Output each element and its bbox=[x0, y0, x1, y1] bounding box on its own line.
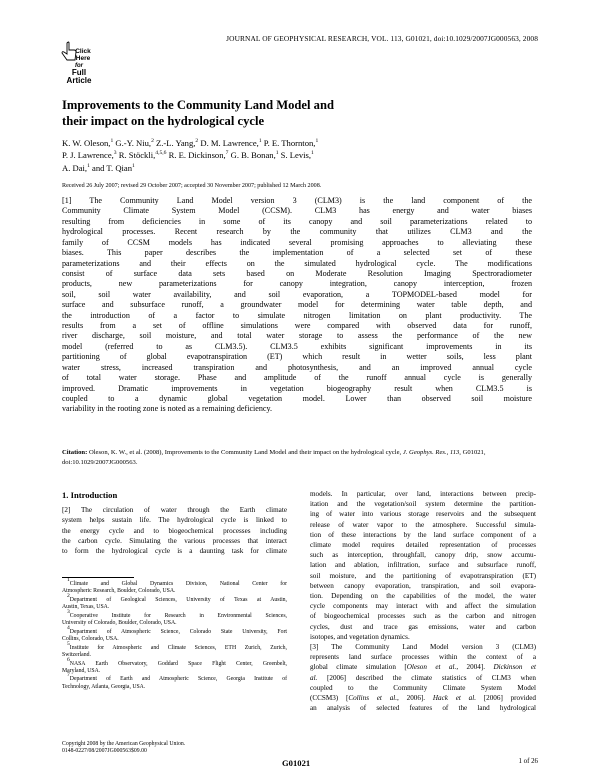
footnote-line bbox=[62, 624, 287, 636]
abstract-line bbox=[62, 259, 532, 269]
abstract-line bbox=[62, 238, 532, 248]
footnote bbox=[62, 656, 287, 675]
body-text: represents land surface processes within the context of a bbox=[310, 653, 536, 662]
body-line bbox=[62, 505, 287, 515]
page-number: 1 of 26 bbox=[518, 758, 538, 765]
abstract-text: consist of surface data sets based on Moderate Resolution Imaging Spectroradiometer bbox=[62, 268, 532, 278]
body-text: [2006] described the climate statistics of CLM3 when bbox=[317, 673, 536, 682]
article-title bbox=[62, 97, 482, 129]
body-text: The Community Land Model version 3 (CLM3) bbox=[318, 643, 536, 652]
abstract-line bbox=[62, 196, 532, 206]
author-affiliation-mark: 1 bbox=[275, 150, 279, 157]
abstract-line bbox=[62, 290, 532, 300]
body-line bbox=[62, 526, 287, 536]
footnote-line bbox=[62, 656, 287, 668]
body-line: such as interception, throughfall, canopy drip, snow accumu- bbox=[310, 551, 536, 560]
footnote-text: Climate and Global Dynamics Division, National Center for bbox=[69, 581, 287, 587]
author-name: P. E. Thornton, bbox=[261, 138, 316, 148]
abstract-text: river discharge, soil moisture, and total water storage to assess the performance of the new bbox=[62, 331, 532, 341]
body-line: cycles, dust and trace gas emissions, water and carbon bbox=[310, 622, 536, 631]
abstract-text: The Community Land Model version 3 (CLM3) is the land component of the bbox=[71, 196, 532, 205]
article-id-footer: G01021 bbox=[282, 758, 311, 768]
body-line bbox=[310, 693, 536, 703]
abstract-line bbox=[62, 217, 532, 227]
abstract-text: the introduction of a factor to simulate nitrogen limitation on plant productivity. The bbox=[62, 310, 532, 320]
abstract bbox=[62, 196, 532, 415]
reference-authors: Collins et al. bbox=[348, 694, 398, 703]
abstract-line bbox=[62, 384, 532, 394]
footnote-number: 6 bbox=[67, 656, 70, 663]
intro-column-left bbox=[62, 505, 287, 556]
body-line: release of water vapor to the atmosphere. Successful simula- bbox=[310, 520, 536, 529]
abstract-line bbox=[62, 311, 532, 321]
body-text: to form the hydrological cycle is a daunting task for climate bbox=[62, 547, 287, 556]
citation-rest: , G01021, doi:10.1029/2007JG000563. bbox=[62, 449, 486, 466]
svg-text:Click: Click bbox=[75, 48, 91, 55]
footnote-line bbox=[62, 672, 287, 683]
citation-label: Citation: bbox=[62, 449, 88, 456]
author-name: Z.-L. Yang, bbox=[153, 138, 196, 148]
abstract-line bbox=[62, 269, 532, 279]
body-line: lation and ablation, infiltration, surface and subsurface runoff, bbox=[310, 561, 536, 570]
body-line bbox=[62, 546, 287, 556]
reference-authors: Hack et al. bbox=[432, 694, 476, 703]
body-line bbox=[62, 536, 287, 546]
abstract-text: soil, soil water availability, and soil evaporation, a TOPMODEL-based model for bbox=[62, 289, 532, 299]
title-line: Improvements to the Community Land Model and bbox=[62, 98, 334, 112]
abstract-text: parameterizations and their effects on the simulated hydrological cycle. The modifications bbox=[62, 258, 532, 268]
cursor-hand-icon bbox=[57, 40, 103, 84]
footnote-number: 5 bbox=[67, 640, 70, 647]
abstract-text: biases. This paper describes the implementation of a selected set of these bbox=[62, 248, 532, 258]
footnote-text: University of Colorado, Boulder, Colorado, USA. bbox=[62, 619, 177, 626]
author-list bbox=[62, 137, 542, 174]
author-affiliation-mark: 1 bbox=[87, 162, 90, 169]
author-affiliation-mark: 3 bbox=[113, 150, 117, 157]
section-heading-introduction: 1. Introduction bbox=[62, 490, 118, 500]
abstract-text: improved. Dramatic improvements in vegetation biogeography result when CLM3.5 is bbox=[62, 383, 532, 393]
footnote-text: Austin, Texas, USA. bbox=[62, 604, 110, 611]
footnote bbox=[62, 608, 287, 627]
author-affiliation-mark: 1 bbox=[110, 138, 114, 144]
received-dates: Received 26 July 2007; revised 29 October 2007; accepted 30 November 2007; published 12 March 2008. bbox=[62, 183, 322, 189]
body-line bbox=[310, 683, 536, 693]
body-text: (CCSM3) [ bbox=[310, 694, 349, 703]
body-line: between canopy evaporation, transpiration, and soil evapora- bbox=[310, 581, 536, 590]
author-name: R. E. Dickinson, bbox=[166, 150, 226, 161]
footnote-text: Maryland, USA. bbox=[62, 667, 101, 674]
footnote-text: Institute for Atmospheric and Climate Sciences, ETH Zurich, Zurich, bbox=[69, 644, 287, 651]
author-name: A. Dai, bbox=[62, 162, 88, 173]
body-text: , 2006]. bbox=[397, 694, 433, 703]
author-line bbox=[62, 162, 542, 174]
author-name: P. J. Lawrence, bbox=[62, 150, 114, 161]
footnote-text: Department of Geological Sciences, University of Texas at Austin, bbox=[69, 596, 287, 603]
svg-text:Full: Full bbox=[71, 68, 87, 77]
body-line: climate model requires detailed representation of processes bbox=[310, 541, 536, 550]
body-text: The circulation of water through the Earth climate bbox=[70, 506, 287, 514]
body-line bbox=[310, 703, 536, 713]
body-line: cycle components may interact with and affect the simulation bbox=[310, 602, 536, 611]
author-name: K. W. Oleson, bbox=[62, 138, 111, 148]
abstract-text: hydrological processes. Recent research by the community that utilizes CLM3 and the bbox=[62, 227, 532, 237]
abstract-text: surface and subsurface runoff, a groundwater model for determining water table depth, and bbox=[62, 300, 532, 310]
abstract-line bbox=[62, 300, 532, 310]
reference-authors: Oleson et al. bbox=[406, 663, 457, 672]
footnote bbox=[62, 592, 287, 611]
abstract-text: family of CCSM models has indicated several promising approaches to alleviating these bbox=[62, 237, 532, 247]
footnote bbox=[62, 640, 287, 659]
footnote-line bbox=[62, 668, 287, 675]
footnote-line bbox=[62, 684, 287, 691]
body-text: the energy cycle and to biogeochemical processes including bbox=[62, 526, 287, 535]
author-affiliation-mark: 2 bbox=[195, 138, 199, 144]
footnote-rule bbox=[62, 577, 134, 578]
footnote-line bbox=[62, 577, 287, 588]
abstract-line bbox=[62, 363, 532, 373]
footnote-text: Department of Earth and Atmospheric Science, Georgia Institute of bbox=[69, 676, 287, 683]
abstract-text: results from a set of offline simulations were compared with observed data for runoff, bbox=[62, 321, 532, 331]
footnote-line bbox=[62, 604, 287, 611]
footnote-line bbox=[62, 588, 287, 595]
author-affiliation-mark: 1 bbox=[311, 150, 314, 157]
footnote-number: 4 bbox=[67, 624, 70, 631]
abstract-text: products, new parameterizations for canopy integration, canopy interception, frozen bbox=[62, 279, 532, 289]
author-name: G. B. Bonan, bbox=[228, 150, 276, 161]
abstract-text: partitioning of global evapotranspiration (ET) which result in wetter soils, less plant bbox=[62, 352, 532, 362]
footnote-text: Technology, Atlanta, Georgia, USA. bbox=[62, 683, 146, 690]
full-article-logo[interactable] bbox=[57, 40, 103, 84]
body-line bbox=[62, 515, 287, 525]
footnote-line bbox=[62, 636, 287, 643]
paragraph-marker: [2] bbox=[62, 506, 71, 514]
footnote bbox=[62, 624, 287, 643]
footnote-text: Cooperative Institute for Research in Environmental Sciences, bbox=[69, 612, 287, 619]
author-affiliation-mark: 1 bbox=[132, 162, 135, 169]
footnote-text: Switzerland. bbox=[62, 651, 91, 658]
body-text: the carbon cycle. Simulating the various processes that interact bbox=[62, 536, 287, 545]
body-text: system helps sustain life. The hydrological cycle is linked to bbox=[62, 516, 287, 525]
body-line: itation and the vegetation/soil system determine the partition- bbox=[310, 500, 536, 509]
citation-text: Oleson, K. W., et al. (2008), Improvements to the Community Land Model and their impact on the hydrological cycle, bbox=[88, 449, 402, 456]
copyright-line: Copyright 2008 by the American Geophysical Union. bbox=[62, 741, 186, 747]
body-line: ing of water into various storage reservoirs and the subsequent bbox=[310, 510, 536, 519]
abstract-text: variability in the rooting zone is noted as a remaining deficiency. bbox=[62, 404, 273, 414]
svg-text:Article: Article bbox=[66, 76, 92, 84]
abstract-text: model (referred to as CLM3.5). CLM3.5 exhibits significant improvements in its bbox=[62, 341, 532, 351]
abstract-text: of total water storage. Phase and amplitude of the runoff annual cycle is generally bbox=[62, 373, 532, 383]
citation-sep: , bbox=[446, 449, 450, 456]
abstract-line bbox=[62, 206, 532, 216]
svg-text:Here: Here bbox=[75, 55, 91, 62]
affiliation-footnotes bbox=[62, 577, 287, 691]
footnote-number: 1 bbox=[67, 577, 70, 583]
author-name: G.-Y. Niu, bbox=[113, 138, 152, 148]
author-affiliation-mark: 2 bbox=[151, 138, 154, 144]
footnote-number: 2 bbox=[67, 592, 70, 599]
footnote-text: Collins, Colorado, USA. bbox=[62, 635, 119, 642]
abstract-line bbox=[62, 321, 532, 331]
abstract-text: Community Climate System Model (CCSM). CLM3 has energy and water biases bbox=[62, 206, 532, 216]
abstract-line bbox=[62, 342, 532, 352]
author-affiliation-mark: 7 bbox=[225, 150, 229, 157]
author-name: D. M. Lawrence, bbox=[198, 138, 259, 148]
abstract-text: water stress, increased transpiration and photosynthesis, and an improved annual cycle bbox=[62, 362, 532, 372]
svg-text:for: for bbox=[75, 63, 83, 69]
reference-authors: al. bbox=[310, 673, 318, 682]
citation-volume: 113 bbox=[449, 449, 460, 456]
footnote bbox=[62, 672, 287, 690]
author-line bbox=[62, 137, 542, 149]
footnote-number: 7 bbox=[67, 672, 70, 679]
body-text: [2006] provided bbox=[476, 694, 536, 703]
paragraph-marker: [1] bbox=[62, 196, 72, 205]
abstract-line bbox=[62, 279, 532, 289]
body-line: of biogeochemical processes such as the carbon and nitrogen bbox=[310, 612, 536, 621]
abstract-line bbox=[62, 404, 532, 414]
abstract-line bbox=[62, 394, 532, 404]
abstract-line bbox=[62, 373, 532, 383]
abstract-text: coupled to a dynamic global vegetation model. Lower than observed soil moisture bbox=[62, 394, 532, 404]
body-text: global climate simulation [ bbox=[310, 663, 407, 672]
footnote-text: NASA Earth Observatory, Goddard Space Flight Center, Greenbelt, bbox=[69, 660, 287, 667]
reference-authors: Dickinson et bbox=[493, 663, 536, 672]
body-line: models. In particular, over land, interactions between precip- bbox=[310, 490, 536, 498]
footnote-line bbox=[62, 608, 287, 620]
body-text: coupled to the Community Climate System Model bbox=[310, 683, 536, 692]
body-text: , 2004]. bbox=[456, 663, 494, 672]
abstract-line bbox=[62, 331, 532, 341]
body-line bbox=[310, 662, 536, 672]
body-text: an analysis of selected features of the land hydrological bbox=[310, 704, 536, 713]
citation-journal: J. Geophys. Res. bbox=[402, 449, 447, 456]
intro-column-right bbox=[310, 489, 536, 713]
author-name: and T. Qian bbox=[89, 162, 133, 173]
body-line: tion of these interactions by the land surface component of a bbox=[310, 530, 536, 539]
title-line: their impact on the hydrological cycle bbox=[62, 114, 265, 128]
footnote-line bbox=[62, 652, 287, 659]
author-line bbox=[62, 149, 542, 161]
abstract-line bbox=[62, 352, 532, 362]
paragraph-marker: [3] bbox=[310, 643, 319, 652]
body-line: tion. Depending on the capabilities of the model, the water bbox=[310, 592, 536, 601]
footnote-text: Atmospheric Research, Boulder, Colorado, USA. bbox=[62, 588, 176, 595]
body-line: isotopes, and vegetation dynamics. bbox=[310, 632, 410, 641]
abstract-line bbox=[62, 248, 532, 258]
author-name: S. Levis, bbox=[278, 150, 311, 161]
body-line bbox=[310, 642, 536, 652]
body-line bbox=[310, 652, 536, 662]
author-name: R. Stöckli, bbox=[116, 150, 156, 161]
author-affiliation-mark: 1 bbox=[315, 138, 319, 144]
footnote-text: Department of Atmospheric Science, Colorado State University, Fort bbox=[69, 628, 287, 635]
footnote-number: 3 bbox=[67, 608, 70, 615]
abstract-text: resulting from deficiencies in some of its canopy and soil parameterizations related to bbox=[62, 216, 532, 226]
footnote-line bbox=[62, 620, 287, 627]
footnote bbox=[62, 577, 287, 595]
author-affiliation-mark: 4,5,6 bbox=[155, 150, 167, 157]
footnote-line bbox=[62, 592, 287, 604]
author-affiliation-mark: 1 bbox=[258, 138, 262, 144]
copyright-notice bbox=[62, 741, 287, 755]
citation bbox=[62, 448, 532, 468]
footnote-line bbox=[62, 640, 287, 652]
abstract-line bbox=[62, 227, 532, 237]
running-head: JOURNAL OF GEOPHYSICAL RESEARCH, VOL. 113, G01021, doi:10.1029/2007JG000563, 2008 bbox=[226, 34, 538, 43]
issn-line: 0148-0227/08/2007JG000563$09.00 bbox=[62, 748, 147, 754]
body-line bbox=[310, 673, 536, 683]
body-line: soil moisture, and the partitioning of evapotranspiration (ET) bbox=[310, 571, 536, 580]
